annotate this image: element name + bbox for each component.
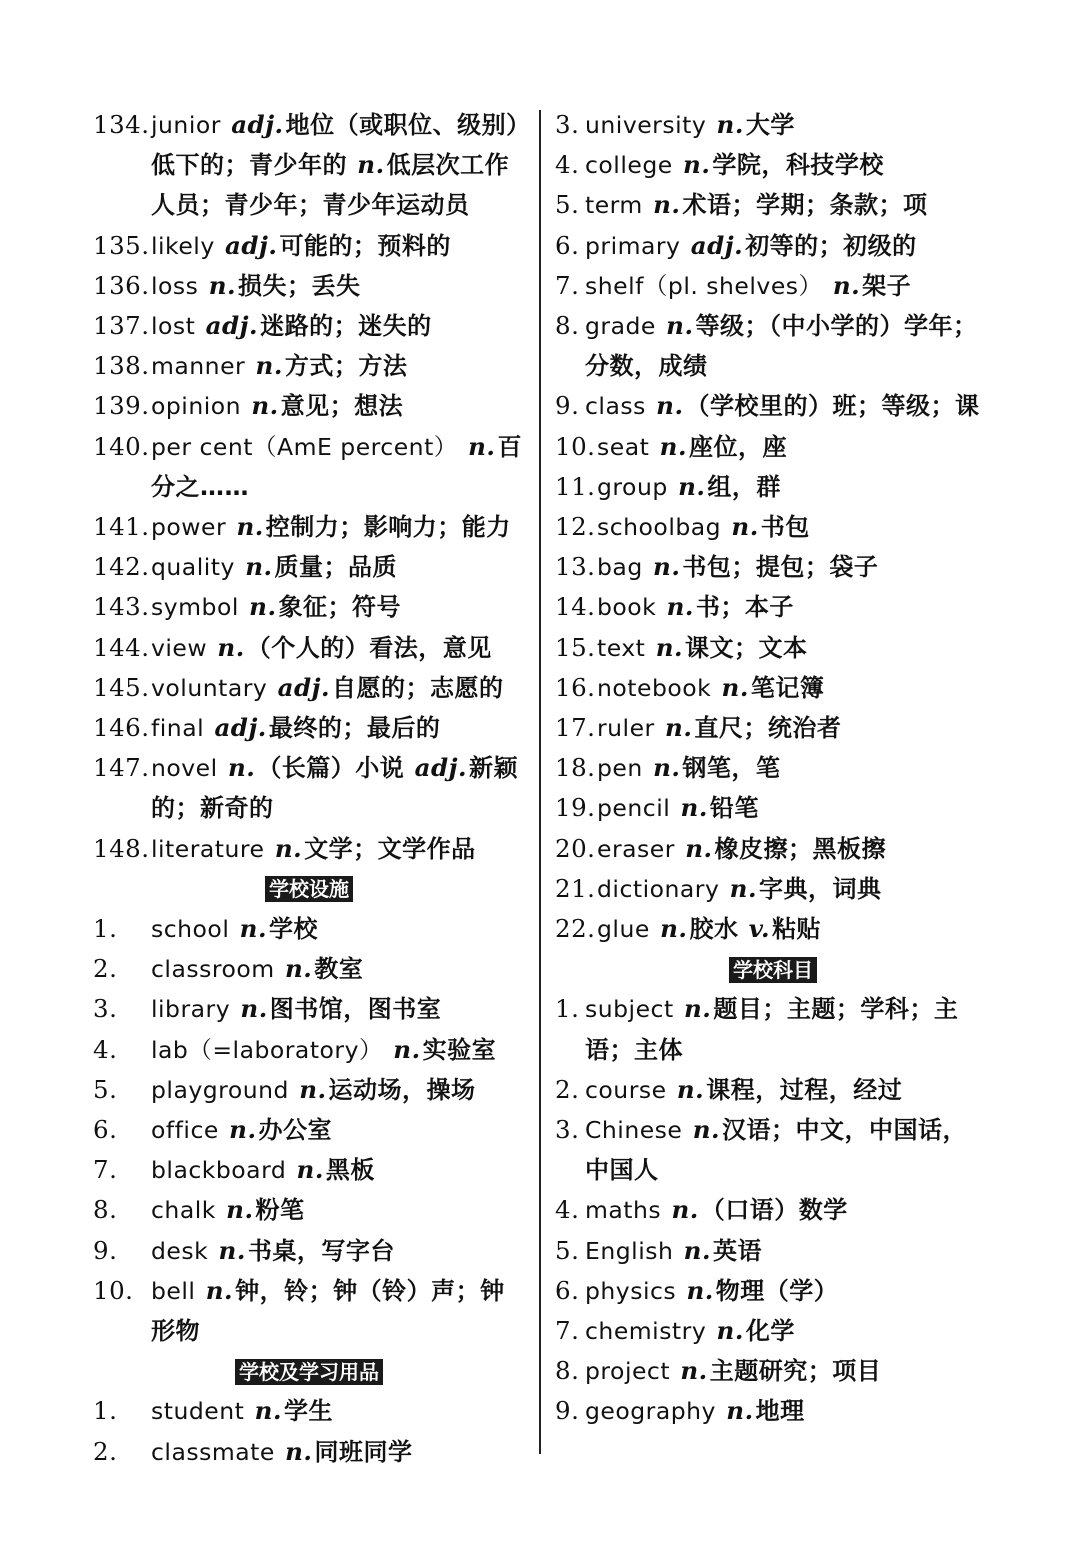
part-of-speech: n. [239, 914, 267, 944]
part-of-speech: n. [229, 1115, 257, 1145]
entry-word: school [151, 915, 230, 944]
entry-word: English [585, 1236, 674, 1265]
entry-definition: 初等的；初级的 [745, 231, 917, 260]
entry-number: 143. [93, 592, 150, 622]
entry-definition: 迷路的；迷失的 [260, 312, 432, 341]
part-of-speech: n. [666, 311, 694, 341]
entry-number: 7. [555, 1316, 580, 1346]
vocab-entry [555, 427, 991, 467]
entry-definition: 实验室 [422, 1035, 497, 1064]
vocab-entry [555, 547, 991, 587]
vocab-entry [93, 1110, 525, 1150]
entry-number: 138. [93, 351, 150, 381]
entry-number: 9. [555, 391, 580, 421]
part-of-speech: n. [686, 1275, 714, 1305]
entry-definition: 胶水 [689, 915, 739, 944]
vocab-entry [555, 266, 991, 306]
entry-number: 3. [93, 994, 118, 1024]
part-of-speech: adj. [214, 713, 267, 743]
entry-word: manner [151, 352, 246, 381]
vocab-entry [93, 547, 525, 587]
vocab-entry [555, 467, 991, 507]
vocab-entry [555, 1231, 991, 1271]
entry-word: student [151, 1397, 245, 1426]
part-of-speech: n. [656, 391, 684, 421]
entry-definition: 架子 [862, 271, 912, 300]
entry-definition: 学校 [268, 915, 318, 944]
entry-number: 145. [93, 672, 150, 702]
entry-number: 3. [555, 110, 580, 139]
entry-number: 14. [555, 592, 596, 622]
vocab-entry [555, 1110, 991, 1190]
part-of-speech: n. [832, 270, 861, 300]
entry-number: 2. [93, 1436, 118, 1466]
part-of-speech: n. [653, 552, 681, 582]
vocab-entry [555, 708, 991, 748]
part-of-speech-2: adj. [414, 753, 468, 783]
entry-word: term [585, 191, 643, 220]
vocab-entry [555, 989, 991, 1069]
section-heading-row [93, 1351, 525, 1391]
part-of-speech: n. [240, 994, 268, 1024]
entry-word: playground [151, 1075, 289, 1104]
entry-word: junior [151, 111, 221, 139]
part-of-speech: n. [208, 270, 237, 300]
entry-number: 8. [93, 1195, 118, 1225]
entry-number: 144. [93, 632, 150, 662]
entry-word: opinion [151, 392, 242, 421]
entry-definition: 钢笔，笔 [682, 754, 781, 783]
vocab-entry [555, 788, 991, 828]
entry-word: loss [151, 271, 199, 300]
entry-word: course [585, 1075, 667, 1104]
part-of-speech: n. [236, 512, 264, 542]
entry-word: primary [585, 231, 681, 260]
entry-number: 4. [555, 150, 580, 180]
entry-definition: 课程，过程，经过 [706, 1075, 903, 1104]
column-divider [539, 110, 541, 1454]
vocab-entry [555, 829, 991, 869]
section-heading: 学校科目 [729, 957, 817, 983]
part-of-speech: n. [285, 1436, 313, 1466]
entry-definition: 黑板 [325, 1156, 375, 1185]
part-of-speech: n. [729, 873, 757, 903]
entry-word: desk [151, 1236, 209, 1265]
entry-number: 4. [555, 1195, 580, 1225]
vocab-entry [555, 306, 991, 386]
entry-number: 1. [93, 1396, 118, 1426]
entry-number: 17. [555, 713, 596, 743]
entry-definition: （学校里的）班；等级；课 [685, 392, 980, 421]
vocab-entry [555, 628, 991, 668]
part-of-speech: n. [660, 914, 688, 944]
entry-definition: 铅笔 [709, 794, 759, 823]
entry-word: glue [597, 915, 650, 944]
entry-word: class [585, 392, 646, 421]
entry-word: bell [151, 1276, 196, 1305]
entry-word: college [585, 151, 673, 180]
part-of-speech: n. [255, 351, 283, 381]
vocab-entry [93, 708, 525, 748]
entry-number: 18. [555, 753, 596, 783]
part-of-speech-2: v. [748, 914, 771, 944]
entry-number: 148. [93, 833, 150, 863]
left-column [93, 105, 525, 1472]
part-of-speech: adj. [205, 311, 259, 341]
entry-word: grade [585, 312, 656, 341]
part-of-speech: n. [393, 1034, 421, 1064]
part-of-speech: n. [296, 1155, 324, 1185]
entry-number: 7. [93, 1155, 118, 1185]
part-of-speech-2: n. [357, 150, 385, 180]
entry-word: university [585, 111, 707, 139]
entry-number: 140. [93, 431, 150, 461]
part-of-speech: n. [676, 1074, 705, 1104]
entry-definition: 百分之…… [151, 432, 522, 501]
entry-number: 16. [555, 672, 596, 702]
vocab-entry [93, 306, 525, 346]
entry-number: 137. [93, 311, 150, 341]
entry-definition: 物理（学） [715, 1276, 839, 1305]
part-of-speech: n. [254, 1396, 282, 1426]
entry-word: group [597, 472, 668, 501]
vocab-entry [555, 226, 991, 266]
entry-number: 2. [93, 954, 118, 984]
vocab-entry [93, 949, 525, 989]
entry-number: 7. [555, 270, 580, 300]
part-of-speech: n. [716, 1316, 744, 1346]
entry-definition: 化学 [745, 1317, 795, 1346]
entry-word: dictionary [597, 874, 720, 903]
part-of-speech: adj. [277, 672, 330, 702]
entry-number: 3. [555, 1115, 580, 1145]
entry-word: physics [585, 1276, 677, 1305]
part-of-speech: n. [218, 1235, 246, 1265]
vocab-entry [93, 668, 525, 708]
vocab-entry [93, 587, 525, 627]
entry-definition: 象征；符号 [278, 593, 402, 622]
entry-definition: 方式；方法 [284, 352, 408, 381]
vocab-entry [93, 748, 525, 828]
entry-number: 11. [555, 471, 596, 501]
entry-definition: 橡皮擦；黑板擦 [714, 834, 887, 863]
entry-definition: 图书馆，图书室 [269, 995, 442, 1024]
vocab-entry [93, 386, 525, 426]
entry-number: 2. [555, 1074, 580, 1104]
entry-word: likely [151, 231, 215, 260]
vocab-entry [93, 1070, 525, 1110]
entry-number: 21. [555, 873, 596, 903]
vocab-entry [555, 1070, 991, 1110]
entry-number: 22. [555, 914, 596, 944]
entry-number: 6. [555, 230, 580, 260]
entry-definition: 主题研究；项目 [709, 1357, 882, 1386]
entry-word: power [151, 513, 227, 542]
vocab-entry [93, 1030, 525, 1070]
entry-definition: 术语；学期；条款；项 [682, 191, 928, 220]
entry-word: symbol [151, 593, 239, 622]
entry-word: chalk [151, 1196, 216, 1225]
entry-word: final [151, 714, 205, 743]
entry-definition: 粉笔 [255, 1196, 305, 1225]
entry-definition: 字典，词典 [759, 874, 882, 903]
entry-definition: 地理 [755, 1397, 805, 1426]
part-of-speech: n. [468, 431, 496, 461]
part-of-speech: n. [284, 954, 313, 984]
entry-word: Chinese [585, 1116, 683, 1145]
entry-number: 139. [93, 391, 150, 421]
entry-word: text [597, 633, 646, 662]
vocab-entry [93, 427, 525, 507]
entry-number: 135. [93, 230, 150, 260]
vocab-entry [93, 1432, 525, 1472]
entry-number: 19. [555, 793, 596, 823]
vocab-entry [555, 185, 991, 225]
entry-definition: 等级；（中小学的）学年；分数，成绩 [585, 312, 978, 381]
entry-word: voluntary [151, 673, 268, 702]
vocab-entry [93, 1150, 525, 1190]
entry-definition: 汉语；中文，中国话，中国人 [585, 1116, 968, 1185]
entry-definition-2: 低层次工作人员；青少年；青少年运动员 [151, 151, 510, 220]
vocab-entry [93, 909, 525, 949]
vocab-entry [555, 869, 991, 909]
entry-number: 20. [555, 833, 596, 863]
entry-word: quality [151, 553, 235, 582]
vocab-entry [555, 909, 991, 949]
entry-definition: 文学；文学作品 [304, 834, 476, 863]
entry-number: 141. [93, 512, 150, 542]
vocab-entry [93, 1391, 525, 1431]
part-of-speech: n. [716, 110, 744, 139]
entry-word: subject [585, 995, 674, 1024]
part-of-speech: n. [678, 471, 706, 501]
entry-definition: 钟，铃；钟（铃）声；钟形物 [151, 1276, 505, 1346]
entry-word: book [597, 593, 657, 622]
vocab-entry [555, 668, 991, 708]
part-of-speech: adj. [231, 110, 284, 139]
entry-definition-2: 新颖的；新奇的 [151, 754, 519, 823]
entry-definition: 同班同学 [314, 1437, 413, 1466]
entry-word: library [151, 995, 231, 1024]
entry-definition: （口语）数学 [700, 1196, 848, 1225]
entry-number: 5. [555, 1235, 580, 1265]
vocab-entry [555, 1271, 991, 1311]
entry-definition: 意见；想法 [280, 392, 404, 421]
entry-word: shelf（pl. shelves） [585, 271, 823, 300]
entry-definition: 题目；主题；学科；主语；主体 [585, 995, 959, 1064]
entry-word: chemistry [585, 1317, 707, 1346]
entry-word: pencil [597, 794, 671, 823]
entry-definition: 书；本子 [695, 593, 794, 622]
entry-definition: 笔记簿 [750, 673, 825, 702]
entry-number: 10. [555, 431, 596, 461]
part-of-speech: n. [721, 672, 749, 702]
part-of-speech: n. [683, 1235, 711, 1265]
vocab-entry [555, 1311, 991, 1351]
entry-word: blackboard [151, 1156, 287, 1185]
part-of-speech: n. [251, 391, 279, 421]
part-of-speech: n. [217, 632, 245, 662]
section-heading: 学校设施 [265, 876, 353, 902]
entry-definition: 办公室 [258, 1116, 332, 1145]
vocab-entry [555, 1391, 991, 1431]
entry-word: lost [151, 312, 196, 341]
entry-number: 8. [555, 1356, 580, 1386]
part-of-speech: n. [680, 1356, 708, 1386]
entry-definition: 学生 [283, 1397, 333, 1426]
part-of-speech: n. [680, 793, 708, 823]
vocab-entry [555, 507, 991, 547]
entry-number: 5. [93, 1074, 118, 1104]
entry-word: novel [151, 754, 218, 783]
entry-definition: 学院，科技学校 [712, 151, 884, 180]
entry-number: 12. [555, 512, 596, 542]
entry-definition: 质量；品质 [274, 553, 398, 582]
entry-word: maths [585, 1196, 662, 1225]
part-of-speech: n. [653, 190, 681, 220]
vocab-entry [555, 145, 991, 185]
entry-number: 9. [93, 1235, 118, 1265]
entry-number: 142. [93, 552, 150, 582]
part-of-speech: n. [683, 994, 712, 1024]
vocab-entry [93, 507, 525, 547]
entry-number: 134. [93, 110, 150, 139]
entry-definition: 教室 [314, 955, 364, 984]
entry-word: geography [585, 1397, 716, 1426]
part-of-speech: n. [671, 1195, 699, 1225]
part-of-speech: adj. [690, 230, 744, 260]
part-of-speech: n. [249, 592, 277, 622]
part-of-speech: n. [685, 833, 713, 863]
entry-number: 5. [555, 190, 580, 220]
entry-definition: 运动场，操场 [328, 1075, 476, 1104]
entry-definition: 书桌，写字台 [247, 1236, 395, 1265]
vocab-entry [555, 587, 991, 627]
entry-word: office [151, 1116, 219, 1145]
entry-word: pen [597, 754, 643, 783]
part-of-speech: n. [659, 431, 687, 461]
entry-definition: 可能的；预料的 [279, 231, 451, 260]
part-of-speech: adj. [225, 230, 278, 260]
part-of-speech: n. [205, 1275, 234, 1305]
vocab-entry [93, 1231, 525, 1271]
entry-word: schoolbag [597, 513, 722, 542]
entry-definition: 书包；提包；袋子 [682, 553, 879, 582]
entry-number: 1. [93, 914, 118, 944]
entry-definition: 课文；文本 [685, 633, 808, 662]
entry-definition: 直尺；统治者 [694, 714, 842, 743]
entry-number: 10. [93, 1275, 134, 1305]
part-of-speech: n. [683, 150, 711, 180]
part-of-speech: n. [226, 1195, 254, 1225]
entry-word: per cent（AmE percent） [151, 432, 458, 461]
entry-definition: 组，群 [707, 472, 781, 501]
entry-definition: 大学 [745, 111, 795, 139]
entry-number: 136. [93, 270, 150, 300]
entry-definition: 地位（或职位、级别）低下的；青少年的 [151, 111, 519, 180]
vocab-entry [93, 989, 525, 1029]
entry-number: 15. [555, 632, 596, 662]
entry-number: 4. [93, 1034, 118, 1064]
part-of-speech: n. [731, 512, 759, 542]
part-of-speech: n. [655, 632, 684, 662]
entry-definition-2: 粘贴 [772, 915, 822, 944]
section-heading-row [93, 869, 525, 909]
entry-word: eraser [597, 834, 675, 863]
part-of-speech: n. [245, 552, 273, 582]
entry-definition: 最终的；最后的 [268, 714, 441, 743]
entry-definition: 英语 [713, 1236, 762, 1265]
vocab-entry [555, 1351, 991, 1391]
entry-word: lab（=laboratory） [151, 1035, 383, 1064]
entry-number: 8. [555, 311, 580, 341]
part-of-speech: n. [653, 753, 681, 783]
vocab-entry [555, 386, 991, 426]
entry-word: bag [597, 553, 643, 582]
part-of-speech: n. [274, 833, 303, 863]
part-of-speech: n. [665, 713, 693, 743]
entry-number: 13. [555, 552, 596, 582]
entry-word: classmate [151, 1437, 275, 1466]
vocab-entry [93, 226, 525, 266]
entry-word: view [151, 633, 208, 662]
entry-number: 6. [555, 1275, 580, 1305]
vocab-entry [93, 829, 525, 869]
entry-number: 147. [93, 753, 150, 783]
entry-word: literature [151, 834, 265, 863]
part-of-speech: n. [726, 1396, 754, 1426]
vocab-entry [93, 1190, 525, 1230]
part-of-speech: n. [299, 1074, 327, 1104]
vocab-entry [555, 1190, 991, 1230]
vocab-entry [93, 346, 525, 386]
entry-definition: （个人的）看法，意见 [246, 633, 492, 662]
section-heading-row [555, 949, 991, 989]
entry-number: 146. [93, 713, 150, 743]
entry-word: seat [597, 432, 650, 461]
vocab-entry [93, 628, 525, 668]
entry-word: classroom [151, 955, 275, 984]
part-of-speech: n. [692, 1115, 721, 1145]
vocab-entry [93, 266, 525, 306]
entry-definition: 座位，座 [688, 432, 787, 461]
entry-number: 6. [93, 1115, 118, 1145]
vocab-entry [93, 105, 525, 226]
vocab-entry [93, 1271, 525, 1351]
part-of-speech: n. [666, 592, 694, 622]
entry-word: project [585, 1357, 671, 1386]
entry-word: notebook [597, 673, 712, 702]
entry-definition: 控制力；影响力；能力 [265, 513, 511, 542]
vocab-entry [555, 105, 991, 145]
right-column [555, 105, 991, 1432]
entry-definition: 损失；丢失 [238, 271, 361, 300]
entry-number: 9. [555, 1396, 580, 1426]
vocab-entry [555, 748, 991, 788]
entry-definition: 书包 [760, 513, 810, 542]
entry-word: ruler [597, 714, 655, 743]
part-of-speech: n. [227, 753, 256, 783]
section-heading: 学校及学习用品 [235, 1359, 383, 1385]
entry-number: 1. [555, 994, 580, 1024]
entry-definition: （长篇）小说 [257, 754, 405, 783]
entry-definition: 自愿的；志愿的 [332, 673, 504, 702]
